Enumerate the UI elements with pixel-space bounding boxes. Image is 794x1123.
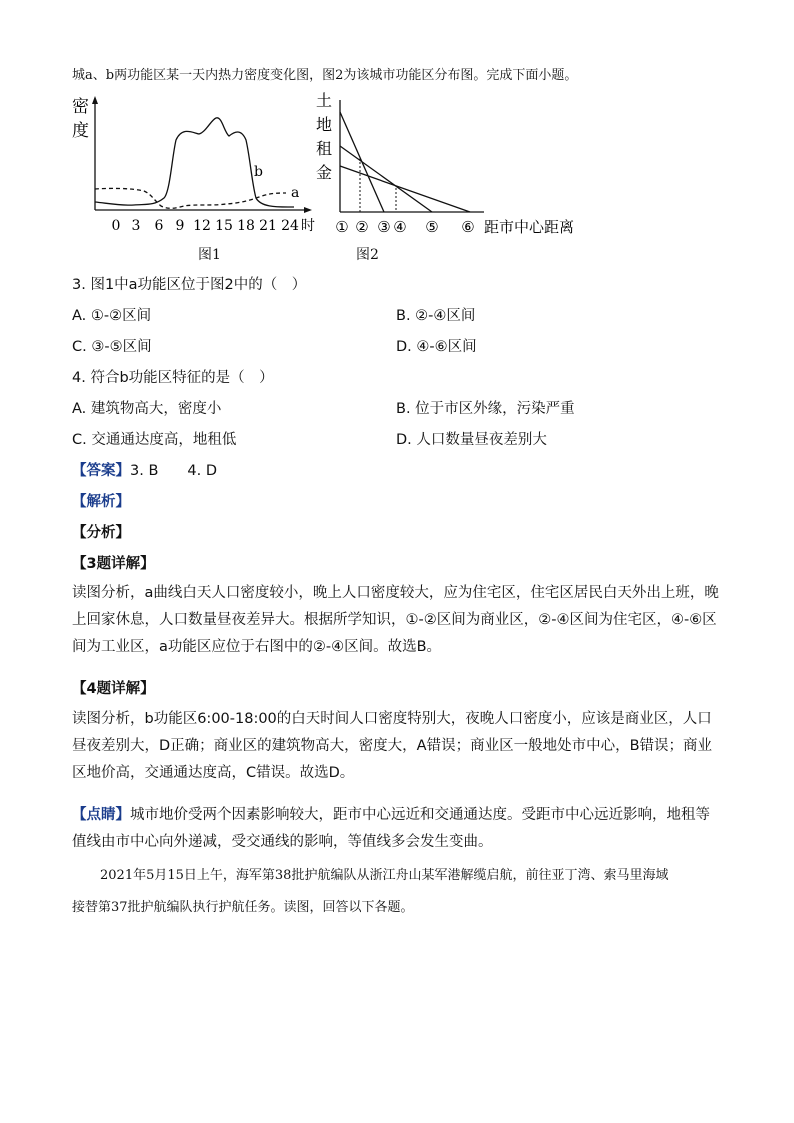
fenxi-tag: 【分析】 <box>72 525 130 541</box>
fig2-ylabel-char: 租 <box>316 139 333 158</box>
fig2-ylabel-char: 地 <box>316 115 333 134</box>
q3-option-b: B. ②-④区间 <box>396 308 476 324</box>
q4-option-a: A. 建筑物高大，密度小 <box>72 401 222 417</box>
fig2-tick: ④ <box>393 218 407 236</box>
next-intro-line-1: 2021年5月15日上午，海军第38批护航编队从浙江舟山某军港解缆启航，前往亚丁湾、索马里海域 <box>100 868 669 883</box>
fig1-ylabel-1: 密 <box>72 97 89 117</box>
fig2-rent-line-residential <box>340 146 432 212</box>
fig2-tick: ⑥ <box>461 218 475 236</box>
fig1-x-unit: 时 <box>301 218 315 234</box>
figure-2-land-rent-chart <box>312 88 592 242</box>
fig1-tick: 9 <box>175 218 185 234</box>
q4-option-d: D. 人口数量昼夜差别大 <box>396 432 547 448</box>
answer-tag: 【答案】 <box>72 463 130 479</box>
fig2-caption: 图2 <box>356 247 379 263</box>
fig2-x-label: 距市中心距离 <box>484 218 575 236</box>
q3-detail-text: 读图分析，a曲线白天人口密度较小，晚上人口密度较大，应为住宅区，住宅区居民白天外出上班，晚上回家休息，人口数量昼夜差异大。根据所学知识，①-②区间为商业区，②-④区间为住宅区，④-⑥区间为工业区，a功能区应位于右图中的②-④区间。故选B。 <box>72 585 719 655</box>
jiexi-tag: 【解析】 <box>72 494 130 510</box>
fig1-curve-b <box>95 118 294 207</box>
q3-detail-tag: 【3题详解】 <box>72 556 155 572</box>
intro-text: 城a、b两功能区某一天内热力密度变化图，图2为该城市功能区分布图。完成下面小题。 <box>72 68 578 83</box>
dianjing-paragraph <box>72 802 722 856</box>
fig1-tick: 0 <box>111 218 121 234</box>
dianjing-text: 城市地价受两个因素影响较大，距市中心远近和交通通达度。受距市中心远近影响，地租等值线由市中心向外递减，受交通线的影响，等值线多会发生变曲。 <box>72 807 710 850</box>
fig1-tick: 3 <box>131 218 141 234</box>
fig1-tick: 18 <box>237 218 255 234</box>
fig2-rent-line-industrial <box>340 166 470 212</box>
fig1-curve-a-label: a <box>291 185 300 201</box>
q3-stem: 3. 图1中a功能区位于图2中的（ ） <box>72 277 307 293</box>
q4-option-c: C. 交通通达度高，地租低 <box>72 432 237 448</box>
fig1-ylabel-2: 度 <box>72 121 89 141</box>
q3-option-a: A. ①-②区间 <box>72 308 152 324</box>
fig1-x-arrow <box>304 207 312 213</box>
q4-option-b: B. 位于市区外缘，污染严重 <box>396 401 575 417</box>
q4-detail-tag: 【4题详解】 <box>72 681 155 697</box>
fig2-tick: ① <box>335 218 349 236</box>
answer-text: 3. B 4. D <box>130 463 217 479</box>
dianjing-tag: 【点睛】 <box>72 807 130 823</box>
fig2-ylabel-char: 金 <box>316 163 333 182</box>
fig2-tick: ② <box>355 218 369 236</box>
fig1-tick: 15 <box>215 218 233 234</box>
fig1-tick: 6 <box>154 218 164 234</box>
answer-line <box>72 461 217 481</box>
fig1-curve-b-label: b <box>254 164 263 180</box>
q4-detail-text: 读图分析，b功能区6:00-18:00的白天时间人口密度特别大，夜晚人口密度小，应该是商业区，人口昼夜差别大，D正确；商业区的建筑物高大，密度大，A错误；商业区一般地处市中心，B错误；商业区地价高，交通通达度高，C错误。故选D。 <box>72 711 713 781</box>
fig1-caption: 图1 <box>198 247 221 263</box>
next-intro-line-2: 接替第37批护航编队执行护航任务。读图，回答以下各题。 <box>72 900 414 915</box>
fig1-tick: 12 <box>193 218 211 234</box>
fig1-tick: 21 <box>259 218 277 234</box>
q3-option-d: D. ④-⑥区间 <box>396 339 477 355</box>
q3-option-c: C. ③-⑤区间 <box>72 339 152 355</box>
fig2-ylabel-char: 土 <box>316 91 333 110</box>
fig1-tick: 24 <box>281 218 299 234</box>
fig2-tick: ③ <box>377 218 391 236</box>
q4-stem: 4. 符合b功能区特征的是（ ） <box>72 370 274 386</box>
fig2-tick: ⑤ <box>425 218 439 236</box>
figure-1-density-chart <box>66 92 326 242</box>
fig1-y-arrow <box>92 96 98 104</box>
